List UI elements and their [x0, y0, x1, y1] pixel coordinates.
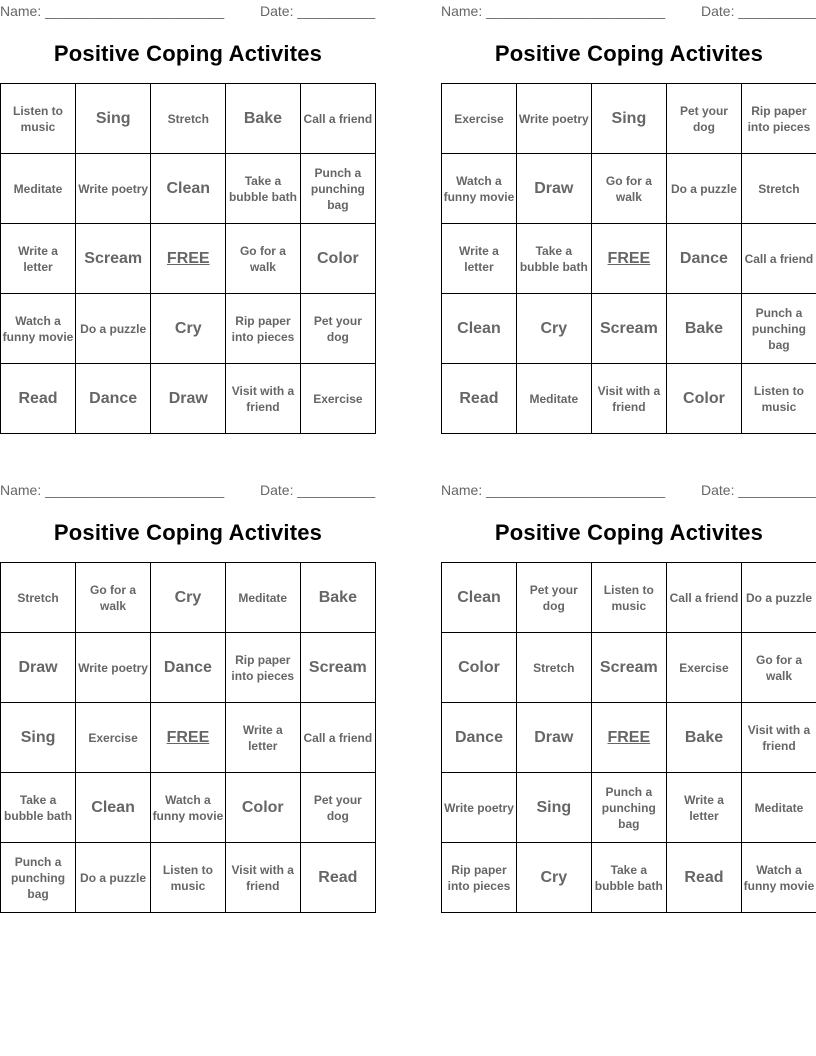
- grid-row: [1, 84, 376, 154]
- bingo-cell: Bake: [667, 294, 742, 364]
- bingo-cell: Exercise: [300, 364, 375, 434]
- bingo-cell: Punch a punching bag: [741, 294, 816, 364]
- bingo-cell: Clean: [76, 773, 151, 843]
- bingo-cell: Scream: [300, 633, 375, 703]
- card-title: Positive Coping Activites: [53, 520, 323, 545]
- grid-row: [442, 773, 816, 843]
- date-field-label: Date: __________: [260, 3, 376, 19]
- bingo-cell: Visit with a friend: [741, 703, 816, 773]
- grid-row: [442, 84, 816, 154]
- bingo-card-2: [441, 0, 816, 414]
- bingo-cell: Write poetry: [76, 154, 151, 224]
- bingo-cell: Clean: [151, 154, 226, 224]
- grid-row: [442, 154, 816, 224]
- bingo-cell: Read: [1, 364, 76, 434]
- bingo-cell: Write a letter: [666, 773, 741, 843]
- bingo-cell: Dance: [442, 703, 517, 773]
- date-field-label: Date: __________: [260, 482, 376, 498]
- grid-row: [1, 563, 376, 633]
- bingo-cell: Draw: [1, 633, 76, 703]
- bingo-card-3: [0, 479, 376, 901]
- card-title: Positive Coping Activites: [494, 520, 764, 545]
- grid-row: [442, 224, 816, 294]
- bingo-cell: Write a letter: [225, 703, 300, 773]
- bingo-cell: Scream: [591, 294, 666, 364]
- name-field-label: Name: _______________________: [0, 482, 225, 498]
- bingo-cell: Do a puzzle: [667, 154, 742, 224]
- grid-row: [442, 633, 816, 703]
- bingo-cell: Watch a funny movie: [741, 843, 816, 913]
- bingo-cell: Write a letter: [1, 224, 76, 294]
- free-space-cell: FREE: [591, 224, 666, 294]
- bingo-cell: Punch a punching bag: [300, 154, 375, 224]
- date-field-label: Date: __________: [701, 482, 816, 498]
- bingo-cell: Watch a funny movie: [151, 773, 226, 843]
- bingo-cell: Go for a walk: [741, 633, 816, 703]
- bingo-cell: Visit with a friend: [225, 843, 300, 913]
- bingo-cell: Sing: [516, 773, 591, 843]
- bingo-cell: Pet your dog: [300, 294, 375, 364]
- bingo-cell: Rip paper into pieces: [225, 633, 300, 703]
- bingo-cell: Listen to music: [151, 843, 226, 913]
- bingo-cell: Sing: [76, 84, 151, 154]
- bingo-cell: Punch a punching bag: [591, 773, 666, 843]
- bingo-cell: Color: [300, 224, 375, 294]
- bingo-grid: [0, 83, 376, 434]
- bingo-cell: Dance: [667, 224, 742, 294]
- bingo-cell: Sing: [591, 84, 666, 154]
- bingo-card-4: [441, 479, 816, 893]
- bingo-cell: Bake: [226, 84, 301, 154]
- bingo-cell: Write poetry: [76, 633, 151, 703]
- bingo-cell: Meditate: [1, 154, 76, 224]
- grid-row: [1, 843, 376, 913]
- bingo-cell: Pet your dog: [300, 773, 375, 843]
- bingo-cell: Watch a funny movie: [442, 154, 517, 224]
- grid-row: [442, 294, 816, 364]
- grid-row: [442, 703, 816, 773]
- bingo-cell: Cry: [151, 563, 226, 633]
- bingo-cell: Dance: [76, 364, 151, 434]
- card-header: [441, 479, 816, 501]
- bingo-grid: [0, 562, 376, 913]
- grid-row: [1, 294, 376, 364]
- bingo-cell: Do a puzzle: [76, 294, 151, 364]
- bingo-cell: Exercise: [666, 633, 741, 703]
- name-field-label: Name: _______________________: [441, 3, 666, 19]
- bingo-cell: Call a friend: [300, 703, 375, 773]
- bingo-cell: Write poetry: [442, 773, 517, 843]
- bingo-cell: Draw: [151, 364, 226, 434]
- bingo-cell: Meditate: [225, 563, 300, 633]
- bingo-cell: Listen to music: [591, 563, 666, 633]
- bingo-card-1: [0, 0, 376, 414]
- card-title: Positive Coping Activites: [53, 41, 323, 66]
- bingo-cell: Color: [667, 364, 742, 434]
- bingo-cell: Color: [442, 633, 517, 703]
- bingo-cell: Color: [225, 773, 300, 843]
- name-field-label: Name: _______________________: [441, 482, 666, 498]
- bingo-cell: Listen to music: [1, 84, 76, 154]
- bingo-cell: Cry: [151, 294, 226, 364]
- bingo-cell: Rip paper into pieces: [741, 84, 816, 154]
- bingo-cell: Bake: [666, 703, 741, 773]
- bingo-cell: Stretch: [1, 563, 76, 633]
- bingo-cell: Take a bubble bath: [226, 154, 301, 224]
- bingo-cell: Punch a punching bag: [1, 843, 76, 913]
- bingo-cell: Meditate: [741, 773, 816, 843]
- bingo-cell: Cry: [516, 294, 591, 364]
- bingo-cell: Exercise: [442, 84, 517, 154]
- bingo-cell: Take a bubble bath: [516, 224, 591, 294]
- grid-row: [1, 773, 376, 843]
- bingo-cell: Call a friend: [741, 224, 816, 294]
- bingo-cell: Draw: [516, 154, 591, 224]
- bingo-cell: Rip paper into pieces: [442, 843, 517, 913]
- bingo-cell: Rip paper into pieces: [226, 294, 301, 364]
- bingo-cell: Read: [442, 364, 517, 434]
- bingo-cell: Cry: [516, 843, 591, 913]
- bingo-cell: Scream: [76, 224, 151, 294]
- grid-row: [1, 703, 376, 773]
- free-space-cell: FREE: [591, 703, 666, 773]
- bingo-cell: Take a bubble bath: [591, 843, 666, 913]
- bingo-cell: Scream: [591, 633, 666, 703]
- card-header: [441, 0, 816, 22]
- bingo-cell: Draw: [516, 703, 591, 773]
- bingo-cell: Write a letter: [442, 224, 517, 294]
- bingo-cell: Pet your dog: [516, 563, 591, 633]
- bingo-cell: Call a friend: [300, 84, 375, 154]
- bingo-cell: Do a puzzle: [76, 843, 151, 913]
- bingo-cell: Clean: [442, 563, 517, 633]
- bingo-cell: Exercise: [76, 703, 151, 773]
- grid-row: [442, 563, 816, 633]
- bingo-cell: Read: [666, 843, 741, 913]
- bingo-cell: Call a friend: [666, 563, 741, 633]
- card-header: [0, 0, 376, 22]
- bingo-cell: Watch a funny movie: [1, 294, 76, 364]
- bingo-cell: Write poetry: [516, 84, 591, 154]
- bingo-cell: Go for a walk: [76, 563, 151, 633]
- bingo-cell: Read: [300, 843, 375, 913]
- free-space-cell: FREE: [151, 703, 226, 773]
- bingo-cell: Dance: [151, 633, 226, 703]
- bingo-cell: Take a bubble bath: [1, 773, 76, 843]
- bingo-grid: [441, 562, 816, 913]
- bingo-cell: Stretch: [741, 154, 816, 224]
- name-field-label: Name: _______________________: [0, 3, 225, 19]
- date-field-label: Date: __________: [701, 3, 816, 19]
- bingo-cell: Clean: [442, 294, 517, 364]
- card-title: Positive Coping Activites: [494, 41, 764, 66]
- bingo-cell: Go for a walk: [591, 154, 666, 224]
- bingo-cell: Bake: [300, 563, 375, 633]
- free-space-cell: FREE: [151, 224, 226, 294]
- bingo-cell: Do a puzzle: [741, 563, 816, 633]
- bingo-cell: Sing: [1, 703, 76, 773]
- bingo-grid: [441, 83, 816, 434]
- bingo-cell: Visit with a friend: [591, 364, 666, 434]
- bingo-cell: Visit with a friend: [226, 364, 301, 434]
- card-header: [0, 479, 376, 501]
- bingo-cell: Go for a walk: [226, 224, 301, 294]
- bingo-cell: Stretch: [151, 84, 226, 154]
- bingo-cell: Meditate: [516, 364, 591, 434]
- bingo-cell: Stretch: [516, 633, 591, 703]
- grid-row: [442, 843, 816, 913]
- grid-row: [1, 154, 376, 224]
- bingo-cell: Pet your dog: [667, 84, 742, 154]
- bingo-cell: Listen to music: [741, 364, 816, 434]
- grid-row: [1, 224, 376, 294]
- grid-row: [1, 364, 376, 434]
- grid-row: [442, 364, 816, 434]
- grid-row: [1, 633, 376, 703]
